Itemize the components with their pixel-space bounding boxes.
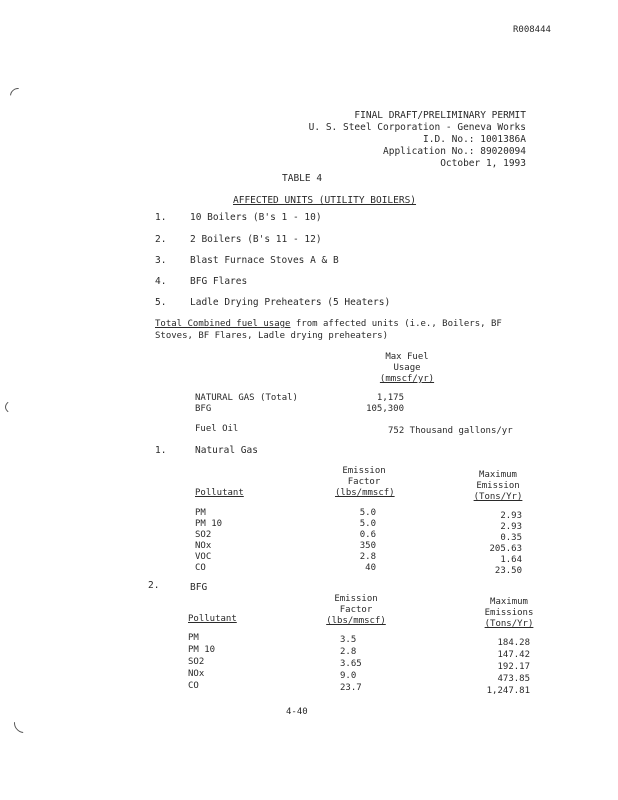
- fuel-name: Fuel Oil: [195, 424, 239, 434]
- column-header-factor: Factor: [347, 477, 381, 487]
- list-item-number: 5.: [155, 297, 167, 308]
- emission-factor: 2.8: [340, 647, 357, 657]
- document-id: R008444: [513, 25, 551, 35]
- emission-factor: 2.8: [359, 552, 376, 562]
- table-label: TABLE 4: [282, 173, 323, 184]
- column-header-pollutant: Pollutant: [188, 614, 237, 624]
- maximum-emission: 1.64: [500, 555, 522, 565]
- maximum-emission: 2.93: [500, 511, 522, 521]
- maximum-emission: 473.85: [497, 674, 530, 684]
- pollutant-name: PM: [195, 508, 206, 518]
- section-title: AFFECTED UNITS (UTILITY BOILERS): [233, 195, 417, 206]
- list-item-number: 2.: [155, 234, 167, 245]
- scan-mark-icon: [10, 709, 38, 737]
- header-line-4: Application No.: 89020094: [383, 146, 526, 157]
- emission-factor: 5.0: [359, 519, 376, 529]
- pollutant-name: PM: [188, 633, 199, 643]
- list-item: 2 Boilers (B's 11 - 12): [190, 234, 322, 245]
- emission-factor: 0.6: [359, 530, 376, 540]
- total-fuel-note-line-2: Stoves, BF Flares, Ladle drying preheaters): [155, 331, 388, 341]
- column-header-emission: Maximum: [490, 597, 528, 607]
- pollutant-name: SO2: [195, 530, 212, 540]
- section-number: 1.: [155, 445, 167, 456]
- maximum-emission: 147.42: [497, 650, 530, 660]
- pollutant-name: PM 10: [188, 645, 216, 655]
- column-header-emission: (Tons/Yr): [473, 492, 523, 502]
- header-line-3: I.D. No.: 1001386A: [423, 134, 526, 145]
- list-item: Ladle Drying Preheaters (5 Heaters): [190, 297, 391, 308]
- section-heading: BFG: [190, 582, 208, 593]
- header-line-5: October 1, 1993: [440, 158, 526, 169]
- scan-mark-icon: [7, 85, 30, 108]
- total-fuel-note-underlined: Total Combined fuel usage: [155, 319, 291, 329]
- column-header-emission: Emissions: [484, 608, 534, 618]
- scan-mark-icon: [5, 399, 29, 415]
- total-fuel-note: [155, 319, 502, 329]
- list-item-number: 4.: [155, 276, 167, 287]
- section-heading: Natural Gas: [195, 445, 258, 456]
- maximum-emission: 205.63: [489, 544, 522, 554]
- column-header-factor: (lbs/mmscf): [326, 616, 386, 626]
- list-item: 10 Boilers (B's 1 - 10): [190, 212, 322, 223]
- emission-factor: 3.5: [340, 635, 357, 645]
- emission-factor: 40: [365, 563, 376, 573]
- fuel-name: BFG: [195, 404, 212, 414]
- column-header-factor: Factor: [339, 605, 373, 615]
- pollutant-name: PM 10: [195, 519, 223, 529]
- header-line-2: U. S. Steel Corporation - Geneva Works: [308, 122, 526, 133]
- list-item-number: 3.: [155, 255, 167, 266]
- list-item: Blast Furnace Stoves A & B: [190, 255, 339, 266]
- emission-factor: 5.0: [359, 508, 376, 518]
- column-header-factor: Emission: [342, 466, 386, 476]
- fuel-header-line-1: Max Fuel: [385, 352, 429, 362]
- pollutant-name: VOC: [195, 552, 212, 562]
- fuel-value: 752 Thousand gallons/yr: [388, 426, 513, 436]
- list-item-number: 1.: [155, 212, 167, 223]
- pollutant-name: NOx: [188, 669, 205, 679]
- total-fuel-note-rest: from affected units (i.e., Boilers, BF: [290, 319, 502, 329]
- emission-factor: 9.0: [340, 671, 357, 681]
- column-header-emission: Emission: [476, 481, 520, 491]
- maximum-emission: 1,247.81: [486, 686, 530, 696]
- fuel-value: 1,175: [376, 393, 404, 403]
- pollutant-name: CO: [188, 681, 199, 691]
- list-item: BFG Flares: [190, 276, 248, 287]
- fuel-header-line-2: Usage: [393, 363, 421, 373]
- pollutant-name: CO: [195, 563, 206, 573]
- section-number: 2.: [148, 580, 160, 591]
- emission-factor: 350: [359, 541, 376, 551]
- maximum-emission: 23.50: [494, 566, 522, 576]
- header-line-1: FINAL DRAFT/PRELIMINARY PERMIT: [354, 110, 526, 121]
- pollutant-name: SO2: [188, 657, 205, 667]
- maximum-emission: 0.35: [500, 533, 522, 543]
- column-header-emission: (Tons/Yr): [484, 619, 534, 629]
- maximum-emission: 192.17: [497, 662, 530, 672]
- maximum-emission: 2.93: [500, 522, 522, 532]
- column-header-emission: Maximum: [479, 470, 517, 480]
- fuel-header-line-3: (mmscf/yr): [379, 374, 435, 384]
- maximum-emission: 184.28: [497, 638, 530, 648]
- fuel-value: 105,300: [366, 404, 404, 414]
- pollutant-name: NOx: [195, 541, 212, 551]
- fuel-name: NATURAL GAS (Total): [195, 393, 298, 403]
- column-header-factor: (lbs/mmscf): [335, 488, 395, 498]
- emission-factor: 3.65: [340, 659, 362, 669]
- column-header-factor: Emission: [334, 594, 378, 604]
- column-header-pollutant: Pollutant: [195, 488, 244, 498]
- emission-factor: 23.7: [340, 683, 362, 693]
- page-number: 4-40: [286, 707, 308, 717]
